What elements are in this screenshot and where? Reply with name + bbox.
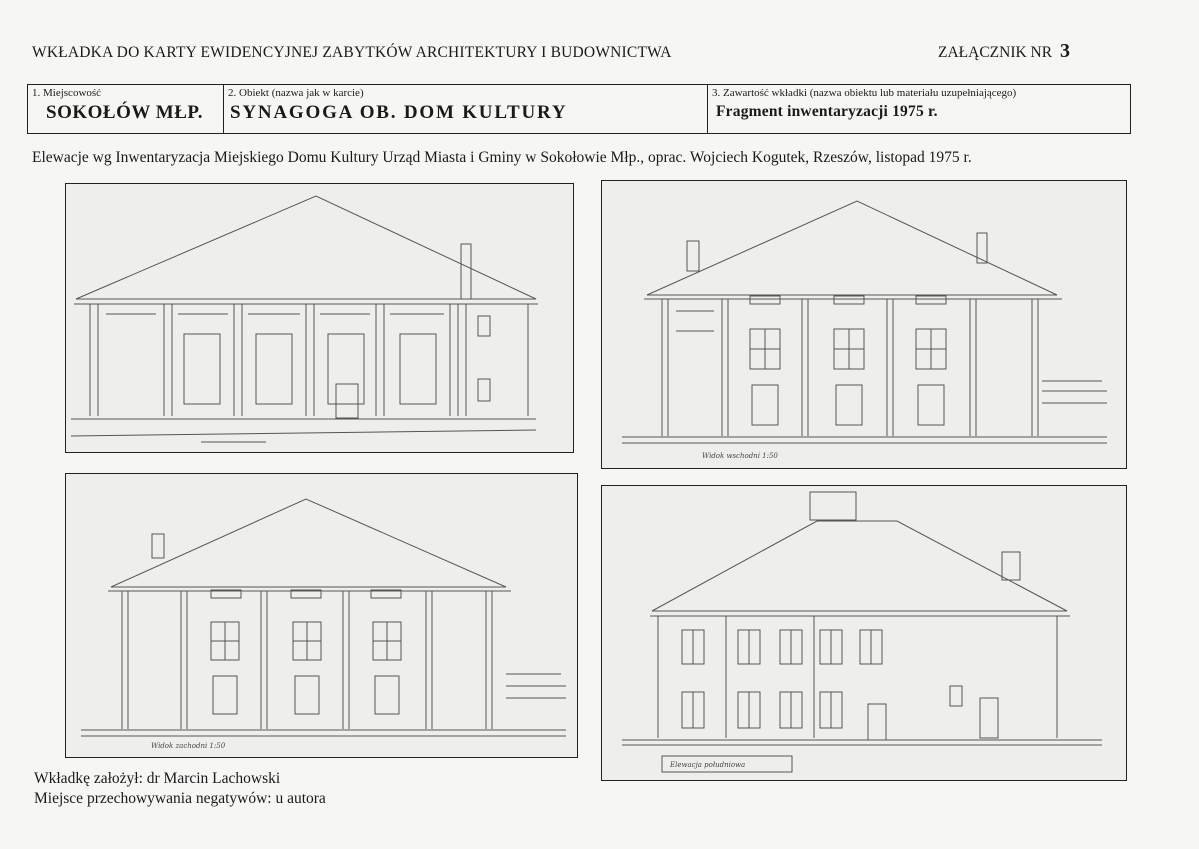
negatives-location: Miejsce przechowywania negatywów: u autora [34, 790, 326, 807]
field-locality-value: SOKOŁÓW MŁP. [46, 102, 203, 123]
elevation-west-svg [66, 474, 577, 757]
drawing-label-west: Widok zachodni 1:50 [151, 742, 226, 750]
elevation-drawing-east [601, 180, 1127, 469]
elevation-south-svg [602, 486, 1126, 780]
field-object-value: SYNAGOGA OB. DOM KULTURY [230, 102, 568, 123]
field-contents-label: 3. Zawartość wkładki (nazwa obiektu lub materiału uzupełniającego) [712, 87, 1017, 99]
document-title: WKŁADKA DO KARTY EWIDENCYJNEJ ZABYTKÓW ARCHITEKTURY I BUDOWNICTWA [32, 44, 672, 61]
field-contents-value: Fragment inwentaryzacji 1975 r. [716, 103, 938, 120]
insert-author: Wkładkę założył: dr Marcin Lachowski [34, 770, 281, 787]
elevation-drawing-west [65, 473, 578, 758]
field-locality-label: 1. Miejscowość [32, 87, 102, 99]
drawings-caption: Elewacje wg Inwentaryzacja Miejskiego Domu Kultury Urząd Miasta i Gminy w Sokołowie Młp., oprac. Wojciech Kogutek, Rzeszów, listopad 1975 r. [32, 149, 972, 166]
attachment-number-heading [938, 40, 1070, 63]
attachment-number: 3 [1059, 40, 1070, 62]
field-locality [28, 85, 224, 133]
elevation-front-svg [66, 184, 573, 452]
field-object-label: 2. Obiekt (nazwa jak w karcie) [228, 87, 364, 99]
elevation-east-svg [602, 181, 1126, 468]
record-fields-table [27, 84, 1131, 134]
attachment-label: ZAŁĄCZNIK NR [938, 44, 1053, 61]
drawing-label-east: Widok wschodni 1:50 [702, 452, 778, 460]
elevation-drawing-front [65, 183, 574, 453]
drawing-label-south: Elewacja południowa [670, 761, 746, 769]
elevation-drawing-south [601, 485, 1127, 781]
field-object [224, 85, 708, 133]
field-contents [708, 85, 1130, 133]
